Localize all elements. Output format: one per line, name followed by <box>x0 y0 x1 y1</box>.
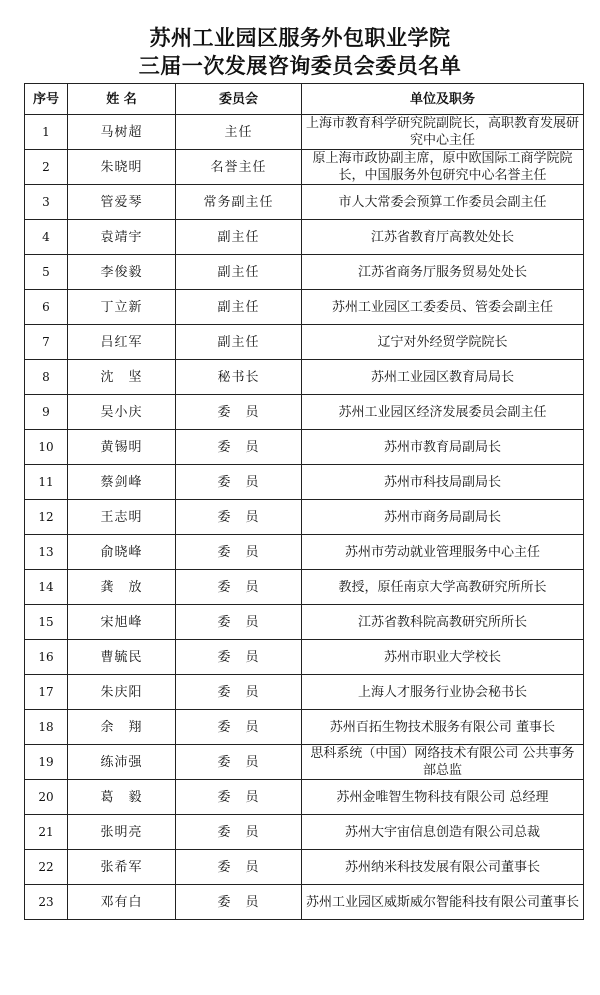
row-serial-number: 7 <box>25 325 68 360</box>
table-row <box>25 535 584 570</box>
row-member-name: 丁立新 <box>68 290 176 325</box>
row-serial-number: 18 <box>25 710 68 745</box>
row-serial-number: 9 <box>25 395 68 430</box>
row-unit-position: 苏州百拓生物技术服务有限公司 董事长 <box>302 710 584 745</box>
row-member-name: 朱晓明 <box>68 150 176 185</box>
row-member-name: 龚 放 <box>68 570 176 605</box>
table-header-row <box>25 84 584 115</box>
row-unit-position: 苏州工业园区教育局局长 <box>302 360 584 395</box>
row-committee-role: 主任 <box>176 115 302 150</box>
row-committee-role: 副主任 <box>176 325 302 360</box>
table-row <box>25 465 584 500</box>
row-unit-position: 辽宁对外经贸学院院长 <box>302 325 584 360</box>
row-member-name: 王志明 <box>68 500 176 535</box>
row-member-name: 管爱琴 <box>68 185 176 220</box>
row-member-name: 吴小庆 <box>68 395 176 430</box>
row-member-name: 俞晓峰 <box>68 535 176 570</box>
row-unit-position: 上海人才服务行业协会秘书长 <box>302 675 584 710</box>
row-committee-role: 委 员 <box>176 395 302 430</box>
table-row <box>25 115 584 150</box>
row-member-name: 邓有白 <box>68 885 176 920</box>
row-committee-role: 常务副主任 <box>176 185 302 220</box>
row-unit-position: 江苏省教科院高教研究所所长 <box>302 605 584 640</box>
row-committee-role: 委 员 <box>176 570 302 605</box>
table-row <box>25 885 584 920</box>
row-serial-number: 16 <box>25 640 68 675</box>
table-row <box>25 185 584 220</box>
row-committee-role: 委 员 <box>176 850 302 885</box>
row-unit-position: 苏州工业园区威斯威尔智能科技有限公司董事长 <box>302 885 584 920</box>
row-serial-number: 4 <box>25 220 68 255</box>
row-member-name: 蔡剑峰 <box>68 465 176 500</box>
table-row <box>25 640 584 675</box>
table-row <box>25 395 584 430</box>
row-serial-number: 6 <box>25 290 68 325</box>
row-unit-position: 苏州金唯智生物科技有限公司 总经理 <box>302 780 584 815</box>
table-row <box>25 500 584 535</box>
row-serial-number: 2 <box>25 150 68 185</box>
row-serial-number: 10 <box>25 430 68 465</box>
table-row <box>25 815 584 850</box>
row-serial-number: 14 <box>25 570 68 605</box>
row-serial-number: 17 <box>25 675 68 710</box>
row-member-name: 余 翔 <box>68 710 176 745</box>
row-committee-role: 委 员 <box>176 605 302 640</box>
row-committee-role: 副主任 <box>176 220 302 255</box>
row-committee-role: 委 员 <box>176 465 302 500</box>
table-row <box>25 150 584 185</box>
row-serial-number: 11 <box>25 465 68 500</box>
table-row <box>25 710 584 745</box>
row-unit-position: 教授，原任南京大学高教研究所所长 <box>302 570 584 605</box>
row-serial-number: 15 <box>25 605 68 640</box>
row-member-name: 沈 坚 <box>68 360 176 395</box>
table-row <box>25 605 584 640</box>
row-committee-role: 委 员 <box>176 640 302 675</box>
row-member-name: 曹毓民 <box>68 640 176 675</box>
row-committee-role: 委 员 <box>176 675 302 710</box>
row-member-name: 吕红军 <box>68 325 176 360</box>
row-unit-position: 苏州市教育局副局长 <box>302 430 584 465</box>
header-serial-number: 序号 <box>25 84 68 115</box>
row-unit-position: 上海市教育科学研究院副院长，高职教育发展研究中心主任 <box>302 115 584 150</box>
row-unit-position: 苏州市科技局副局长 <box>302 465 584 500</box>
row-committee-role: 委 员 <box>176 745 302 780</box>
row-serial-number: 3 <box>25 185 68 220</box>
table-row <box>25 220 584 255</box>
row-committee-role: 名誉主任 <box>176 150 302 185</box>
row-member-name: 练沛强 <box>68 745 176 780</box>
row-serial-number: 1 <box>25 115 68 150</box>
row-committee-role: 委 员 <box>176 815 302 850</box>
row-unit-position: 苏州市职业大学校长 <box>302 640 584 675</box>
row-unit-position: 苏州市商务局副局长 <box>302 500 584 535</box>
row-unit-position: 市人大常委会预算工作委员会副主任 <box>302 185 584 220</box>
row-unit-position: 苏州大宇宙信息创造有限公司总裁 <box>302 815 584 850</box>
row-committee-role: 副主任 <box>176 255 302 290</box>
row-member-name: 李俊毅 <box>68 255 176 290</box>
table-row <box>25 780 584 815</box>
row-committee-role: 副主任 <box>176 290 302 325</box>
header-unit-position: 单位及职务 <box>302 84 584 115</box>
document-title: 苏州工业园区服务外包职业学院 <box>149 26 451 50</box>
row-member-name: 马树超 <box>68 115 176 150</box>
row-unit-position: 苏州工业园区工委委员、管委会副主任 <box>302 290 584 325</box>
row-serial-number: 22 <box>25 850 68 885</box>
row-serial-number: 5 <box>25 255 68 290</box>
row-committee-role: 秘书长 <box>176 360 302 395</box>
committee-member-table <box>24 83 584 920</box>
row-member-name: 张希军 <box>68 850 176 885</box>
table-row <box>25 290 584 325</box>
row-committee-role: 委 员 <box>176 780 302 815</box>
document-subtitle: 三届一次发展咨询委员会委员名单 <box>138 54 462 78</box>
row-member-name: 张明亮 <box>68 815 176 850</box>
table-body <box>25 115 584 920</box>
row-unit-position: 苏州市劳动就业管理服务中心主任 <box>302 535 584 570</box>
row-unit-position: 苏州纳米科技发展有限公司董事长 <box>302 850 584 885</box>
table-row <box>25 850 584 885</box>
header-committee-role: 委员会 <box>176 84 302 115</box>
table-row <box>25 325 584 360</box>
table-row <box>25 430 584 465</box>
row-serial-number: 12 <box>25 500 68 535</box>
row-committee-role: 委 员 <box>176 885 302 920</box>
row-unit-position: 江苏省商务厅服务贸易处处长 <box>302 255 584 290</box>
row-serial-number: 23 <box>25 885 68 920</box>
row-member-name: 葛 毅 <box>68 780 176 815</box>
row-committee-role: 委 员 <box>176 535 302 570</box>
row-unit-position: 江苏省教育厅高教处处长 <box>302 220 584 255</box>
row-unit-position: 苏州工业园区经济发展委员会副主任 <box>302 395 584 430</box>
header-name: 姓 名 <box>68 84 176 115</box>
row-unit-position: 原上海市政协副主席，原中欧国际工商学院院长，中国服务外包研究中心名誉主任 <box>302 150 584 185</box>
row-committee-role: 委 员 <box>176 710 302 745</box>
row-serial-number: 20 <box>25 780 68 815</box>
row-member-name: 宋旭峰 <box>68 605 176 640</box>
table-row <box>25 255 584 290</box>
row-serial-number: 13 <box>25 535 68 570</box>
row-unit-position: 思科系统（中国）网络技术有限公司 公共事务部总监 <box>302 745 584 780</box>
row-serial-number: 8 <box>25 360 68 395</box>
table-row <box>25 360 584 395</box>
row-committee-role: 委 员 <box>176 500 302 535</box>
row-committee-role: 委 员 <box>176 430 302 465</box>
row-member-name: 袁靖宇 <box>68 220 176 255</box>
row-member-name: 黄锡明 <box>68 430 176 465</box>
row-serial-number: 19 <box>25 745 68 780</box>
row-serial-number: 21 <box>25 815 68 850</box>
row-member-name: 朱庆阳 <box>68 675 176 710</box>
table-row <box>25 570 584 605</box>
table-row <box>25 745 584 780</box>
table-row <box>25 675 584 710</box>
